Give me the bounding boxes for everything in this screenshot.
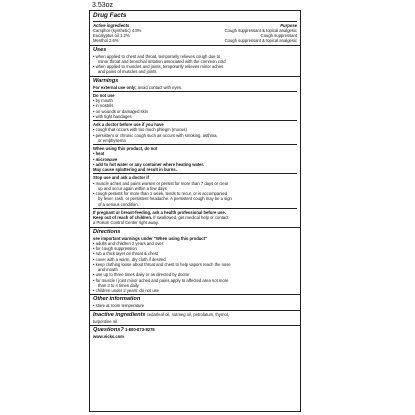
uses-line: • when applied to muscles and joints, temporarily relieves minor aches <box>93 64 224 70</box>
ingredient-purpose: Cough suppressant & topical analgesic <box>224 38 297 44</box>
ingredient-purpose: Cough suppressant & topical analgesic <box>224 27 297 33</box>
divider <box>93 144 297 145</box>
do-not-use-heading: Do not use <box>93 92 115 98</box>
do-not-use-item: • by mouth <box>93 98 113 104</box>
other-information-heading: Other information <box>93 296 141 303</box>
other-information-line: • store at room temperature <box>93 303 145 309</box>
when-using-item: • microwave <box>93 156 118 162</box>
do-not-use-item: • with tight bandages <box>93 113 132 119</box>
divider <box>93 91 297 92</box>
divider <box>90 45 300 46</box>
directions-heading: Directions <box>93 228 121 235</box>
website-link[interactable]: www.vicks.com <box>93 333 125 339</box>
divider <box>90 76 300 77</box>
divider <box>90 294 300 295</box>
uses-line: and pains of muscles and joints <box>98 69 157 75</box>
divider <box>93 208 297 209</box>
do-not-use-item: • on wounds or damaged skin <box>93 108 149 114</box>
divider <box>90 325 300 326</box>
ingredient-purpose: Cough suppressant <box>260 33 297 39</box>
stop-use-item: • muscle aches and pains worsen or persist for more than 7 days or clear <box>93 180 229 186</box>
directions-line: • rub a thick layer on throat & chest <box>93 251 159 257</box>
keep-out-line: Keep out of reach of children. If swallowed, get medical help or contact <box>93 215 229 221</box>
active-ingredients-heading: Active ingredients <box>93 22 130 28</box>
stop-use-item: of a serious condition. <box>98 201 139 207</box>
net-weight: 3.53oz <box>92 2 114 9</box>
external-use-line: For external use only; avoid contact with eyes. <box>93 84 183 90</box>
divider <box>93 173 297 174</box>
stop-use-item: up and occur again within a few days <box>98 185 167 191</box>
directions-important: see important warnings under "When using this product" <box>93 235 208 241</box>
when-using-item: May cause splattering and result in burns. <box>93 167 177 173</box>
stop-use-item: • cough persists for more than 1 week, tends to recur, or is accompanied <box>93 191 228 197</box>
divider <box>90 227 300 228</box>
ingredient-name: Menthol 2.6% <box>93 38 119 44</box>
directions-line: • for muscle / joint minor aches and pains apply to affected area not more <box>93 277 229 283</box>
ingredient-name: Eucalyptus oil 1.2% <box>93 33 130 39</box>
uses-line: minor throat and bronchial irritation associated with the common cold <box>98 58 226 64</box>
directions-line: and mouth <box>98 267 118 273</box>
divider <box>90 310 300 311</box>
questions-line: Questions? 1-800-873-8276 <box>93 326 155 333</box>
uses-line: • when applied to chest and throat, temporarily relieves cough due to <box>93 53 221 59</box>
inactive-ingredients-line: Inactive ingredients cedarleaf oil, nutmeg oil, petrolatum, thymol, <box>93 311 229 318</box>
ask-doctor-item: • persistent or chronic cough such as occurs with smoking, asthma, <box>93 132 218 138</box>
pregnant-line: If pregnant or breast-feeding, ask a health professional before use. <box>93 209 226 215</box>
directions-line: • adults and children 2 years and over: <box>93 240 165 246</box>
directions-line: • cover with a warm, dry cloth if desired <box>93 256 166 262</box>
ask-doctor-item: • cough that occurs with too much phlegm (mucus) <box>93 127 187 133</box>
directions-line: • for cough suppression <box>93 246 137 252</box>
ingredient-name: Camphor (synthetic) 4.8% <box>93 27 142 33</box>
ask-doctor-item: or emphysema <box>98 137 126 143</box>
stop-use-item: by fever, rash, or persistent headache. A persistent cough may be a sign <box>98 196 232 202</box>
directions-line: than 3 to 4 times daily <box>98 282 139 288</box>
divider <box>93 21 297 22</box>
ingredient-row <box>93 38 297 43</box>
warnings-heading: Warnings <box>93 77 119 84</box>
inactive-ingredients-line: turpentine oil <box>93 318 117 324</box>
ask-doctor-heading: Ask a doctor before use if you have <box>93 122 164 128</box>
drug-facts-panel <box>89 10 301 412</box>
purpose-heading: Purpose <box>280 22 297 28</box>
uses-heading: Uses <box>93 46 107 53</box>
poison-control-line: a Poison Control Center right away. <box>93 220 159 226</box>
directions-line: • children under 2 years: do not use <box>93 288 159 294</box>
directions-line: • use up to three times daily or as directed by doctor <box>93 272 190 278</box>
when-using-item: • heat <box>93 151 105 157</box>
do-not-use-item: • in nostrils <box>93 103 114 109</box>
directions-line: • keep clothing loose about throat and chest to help vapors reach the nose <box>93 261 231 267</box>
when-using-item: • add to hot water or any container where heating water. <box>93 161 205 167</box>
drug-facts-heading: Drug Facts <box>93 12 127 19</box>
when-using-heading: When using this product, do not <box>93 146 158 152</box>
divider <box>93 120 297 121</box>
stop-use-heading: Stop use and ask a doctor if <box>93 175 149 181</box>
